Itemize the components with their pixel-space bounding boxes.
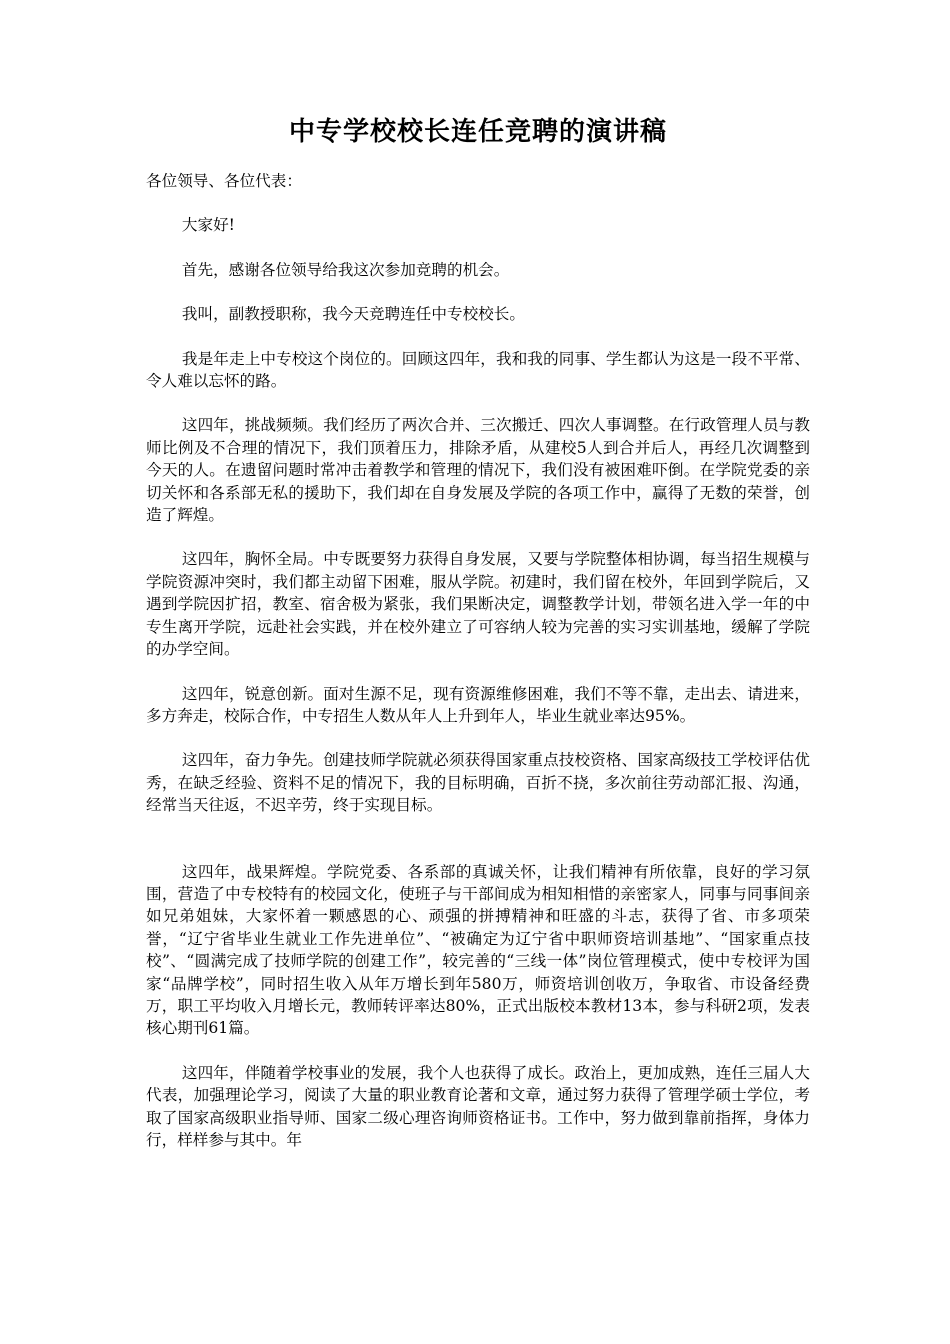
salutation: 各位领导、各位代表： — [146, 172, 302, 190]
paragraph-overall-view: 这四年，胸怀全局。中专既要努力获得自身发展，又要与学院整体相协调，每当招生规模与学院资源冲突时，我们都主动留下困难，服从学院。初建时，我们留在校外，年回到学院后，又遇到学院因扩招，教室、宿舍极为紧张，我们果断决定，调整教学计划，带领名进入学一年的中专生离开学院，远赴社会实践，并在校外建立了可容纳人较为完善的实习实训基地，缓解了学院的办学空间。 — [146, 550, 810, 659]
paragraph-greeting: 大家好! — [181, 216, 235, 235]
paragraph-introduction: 我叫，副教授职称，我今天竞聘连任中专校校长。 — [181, 305, 525, 324]
paragraph-challenges: 这四年，挑战频频。我们经历了两次合并、三次搬迁、四次人事调整。在行政管理人员与教师比例及不合理的情况下，我们顶着压力，排除矛盾，从建校5人到合并后人，再经几次调整到今天的人。在遗留问题时常冲击着教学和管理的情况下，我们没有被困难吓倒。在学院党委的亲切关怀和各系部无私的援助下，我们却在自身发展及学院的各项工作中，赢得了无数的荣誉，创造了辉煌。 — [146, 416, 810, 525]
paragraph-innovation: 这四年，锐意创新。面对生源不足，现有资源维修困难，我们不等不靠，走出去、请进来，多方奔走，校际合作，中专招生人数从年人上升到年人，毕业生就业率达95%。 — [146, 684, 810, 725]
paragraph-striving: 这四年，奋力争先。创建技师学院就必须获得国家重点技校资格、国家高级技工学校评估优秀，在缺乏经验、资料不足的情况下，我的目标明确，百折不挠，多次前往劳动部汇报、沟通，经常当天往返，不迟辛劳，终于实现目标。 — [146, 751, 810, 815]
paragraph-personal-growth: 这四年，伴随着学校事业的发展，我个人也获得了成长。政治上，更加成熟，连任三届人大代表，加强理论学习，阅读了大量的职业教育论著和文章，通过努力获得了管理学硕士学位，考取了国家高级职业指导师、国家二级心理咨询师资格证书。工作中，努力做到靠前指挥，身体力行，样样参与其中。年 — [146, 1063, 810, 1149]
paragraph-review: 我是年走上中专校这个岗位的。回顾这四年，我和我的同事、学生都认为这是一段不平常、令人难以忘怀的路。 — [146, 349, 810, 391]
paragraph-achievements: 这四年，战果辉煌。学院党委、各系部的真诚关怀，让我们精神有所依靠，良好的学习氛围，营造了中专校特有的校园文化，使班子与干部间成为相知相惜的亲密家人，同事与同事间亲如兄弟姐妹，大家怀着一颗感恩的心、顽强的拼搏精神和旺盛的斗志，获得了省、市多项荣誉，“辽宁省毕业生就业工作先进单位”、“被确定为辽宁省中职师资培训基地”、“国家重点技校”、“圆满完成了技师学院的创建工作”，较完善的“三线一体”岗位管理模式，使中专校评为国家“品牌学校”，同时招生收入从年万增长到年580万，师资培训创收万，争取省、市设备经费万，职工平均收入月增长元，教师转评率达80%，正式出版校本教材13本，参与科研2项，发表核心期刊61篇。 — [146, 862, 810, 1038]
paragraph-thanks: 首先，感谢各位领导给我这次参加竞聘的机会。 — [181, 260, 510, 279]
document-title: 中专学校校长连任竞聘的演讲稿 — [288, 117, 667, 147]
document-page — [146, 112, 810, 1151]
